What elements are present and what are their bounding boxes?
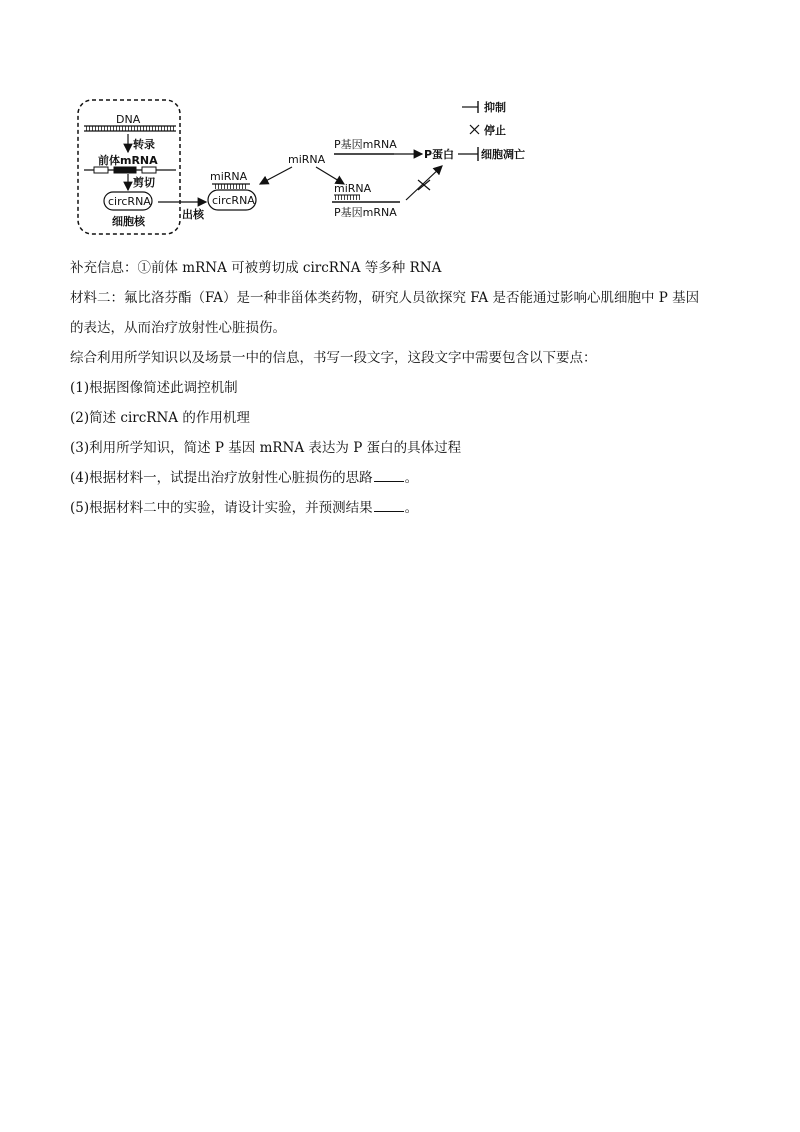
- mirna-top-label: miRNA: [210, 170, 248, 183]
- circrna-nucleus-label: circRNA: [108, 195, 151, 208]
- splice-label: 剪切: [133, 176, 155, 189]
- p-gene-mrna-bottom-label: P基因mRNA: [334, 206, 397, 219]
- legend: [462, 100, 506, 137]
- point-5-text: (5)根据材料二中的实验，请设计实验，并预测结果: [70, 500, 373, 516]
- legend-inhibit-label: 抑制: [484, 101, 506, 114]
- transcription-label: 转录: [133, 138, 155, 151]
- material2-line2: 的表达，从而治疗放射性心脏损伤。: [70, 320, 286, 336]
- regulation-diagram: [70, 92, 550, 242]
- point-2: (2)简述 circRNA 的作用机理: [70, 410, 250, 426]
- point-4-text: (4)根据材料一，试提出治疗放射性心脏损伤的思路: [70, 470, 373, 486]
- pre-mrna-strand: [84, 167, 176, 173]
- dna-label: DNA: [116, 113, 141, 126]
- answer-blank-4[interactable]: [374, 468, 404, 482]
- point-1: (1)根据图像简述此调控机制: [70, 380, 238, 396]
- arrow-to-circrna: [260, 167, 292, 184]
- p-protein-label: P蛋白: [424, 148, 455, 161]
- mirna-top-strand: [212, 184, 250, 189]
- instruction-text: 综合利用所学知识以及场景一中的信息，书写一段文字，这段文字中需要包含以下要点：: [70, 350, 597, 366]
- blocked-translation-arrow: [406, 166, 442, 200]
- legend-stop-label: 停止: [484, 124, 506, 137]
- point-5-end: 。: [404, 500, 419, 516]
- mirna-bottom-strand: [334, 195, 360, 200]
- circrna-cyto-label: circRNA: [212, 194, 255, 207]
- mirna-center-label: miRNA: [288, 153, 326, 166]
- export-label: 出核: [182, 208, 204, 221]
- point-4: [70, 468, 740, 488]
- point-4-end: 。: [404, 470, 419, 486]
- answer-blank-5[interactable]: [374, 498, 404, 512]
- p-gene-mrna-top-label: P基因mRNA: [334, 138, 397, 151]
- legend-cross-icon: [470, 125, 479, 134]
- mirna-bottom-label: miRNA: [334, 182, 372, 195]
- pre-mrna-label: 前体mRNA: [98, 154, 158, 167]
- point-3: (3)利用所学知识，简述 P 基因 mRNA 表达为 P 蛋白的具体过程: [70, 440, 462, 456]
- stop-cross-mark: [418, 180, 430, 190]
- nucleus-label: 细胞核: [112, 215, 145, 228]
- dna-strand: [84, 126, 176, 131]
- point-5: [70, 498, 740, 518]
- material2-line1: 材料二：氟比洛芬酯（FA）是一种非甾体类药物，研究人员欲探究 FA 是否能通过影响心肌细胞中 P 基因: [70, 290, 700, 306]
- supplement-info: 补充信息：①前体 mRNA 可被剪切成 circRNA 等多种 RNA: [70, 260, 442, 276]
- apoptosis-label: 细胞凋亡: [481, 148, 525, 161]
